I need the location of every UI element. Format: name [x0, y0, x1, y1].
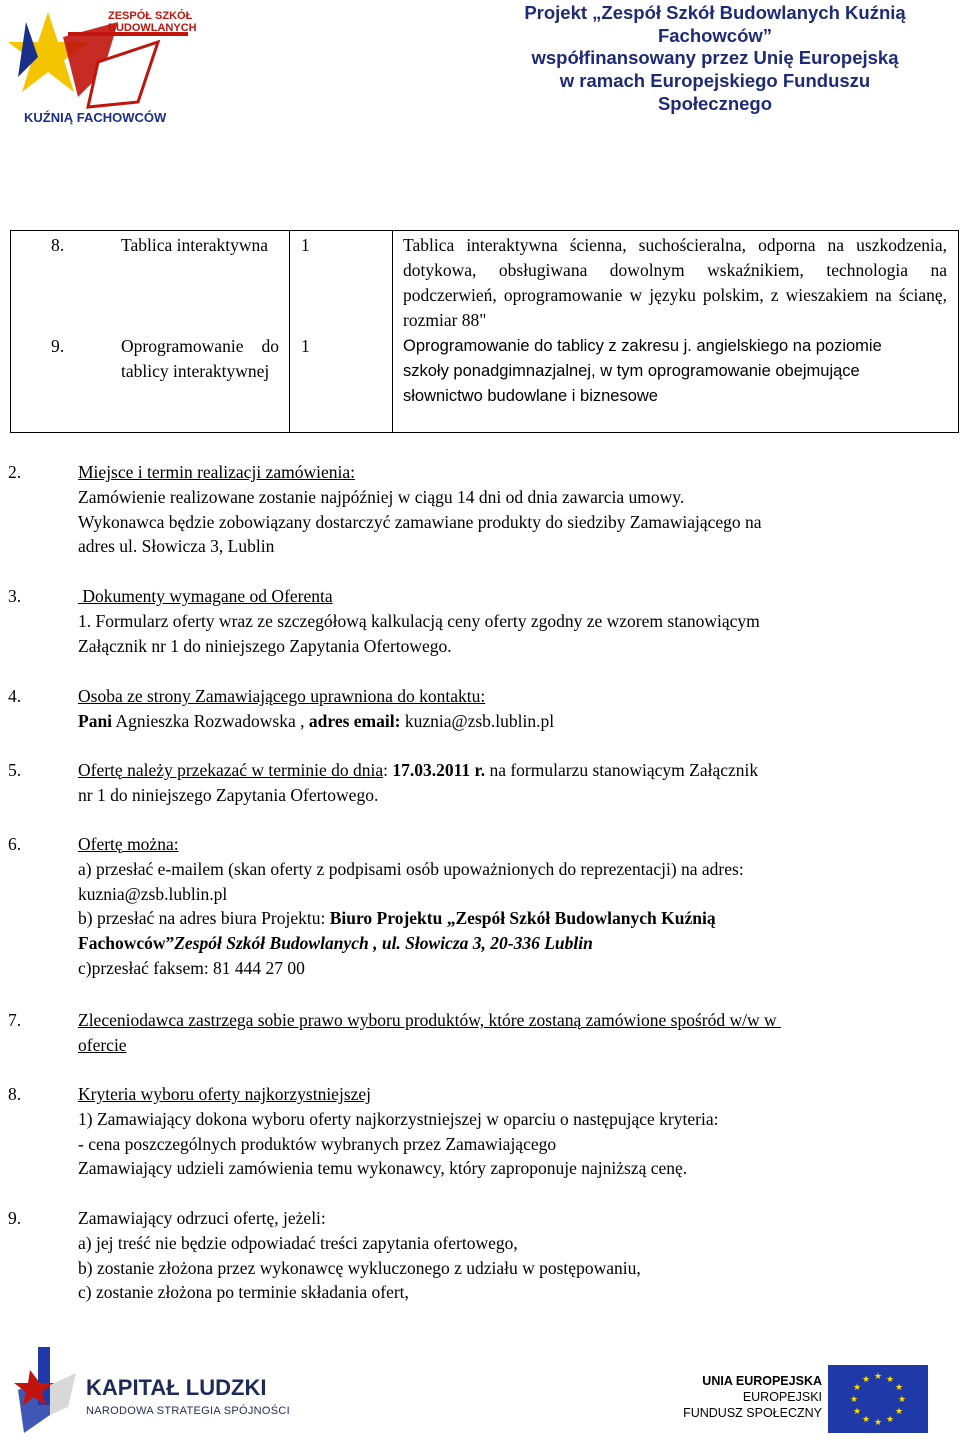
- svg-text:★: ★: [861, 1375, 871, 1385]
- logo-text-top: ZESPÓŁ SZKÓŁ: [108, 10, 193, 22]
- contact-title: Pani: [78, 710, 113, 731]
- section-body: [78, 1206, 948, 1305]
- office-name: Biuro Projektu „Zespół Szkół Budowlanych Kuźnią: [329, 908, 716, 929]
- section-3: [8, 584, 948, 659]
- section-9: [8, 1206, 948, 1306]
- project-title-line: w ramach Europejskiego Funduszu: [559, 70, 871, 92]
- eu-flag-icon: [828, 1365, 928, 1433]
- svg-text:★: ★: [897, 1395, 907, 1405]
- section-heading: Miejsce i termin realizacji zamówienia:: [78, 462, 355, 482]
- table-item-desc-text: Tablica interaktywna ścienna, suchościeralna, odporna na uszkodzenia, dotykowa, obsługiwana dowolnym wskaźnikiem, technologia na podczerwień, oprogramowanie w języku polskim, z wieszakiem na ścianę, rozmiar 88": [403, 235, 947, 330]
- table-item-desc: Oprogramowanie do tablicy z zakresu j. angielskiego na poziomie szkoły ponadgimnazjalnej, w tym oprogramowanie obejmujące słownictwo budowlane i biznesowe: [403, 337, 882, 405]
- svg-text:★: ★: [861, 1415, 871, 1425]
- kapital-ludzki-logo: [10, 1345, 310, 1440]
- section-body: [78, 832, 948, 981]
- section-line: c) zostanie złożona po terminie składania ofert,: [78, 1282, 409, 1303]
- project-title-line: współfinansowany przez Unię Europejską: [531, 47, 899, 69]
- address-line: [78, 906, 948, 931]
- section-number: 4.: [8, 686, 22, 706]
- logo-text-mid: BUDOWLANYCH: [108, 22, 197, 34]
- svg-text:★: ★: [885, 1415, 895, 1425]
- deadline-line: [78, 758, 948, 783]
- section-line: Zamawiający udzieli zamówienia temu wykonawcy, który zaproponuje najniższą cenę.: [78, 1158, 688, 1179]
- section-number: 5.: [8, 760, 22, 780]
- email-label: adres email:: [308, 710, 401, 731]
- office-name-cont: Fachowców”: [78, 933, 175, 954]
- section-line: 1) Zamawiający dokona wyboru oferty najkorzystniejszej w oparciu o następujące kryteria:: [78, 1108, 719, 1129]
- deadline-colon: :: [383, 760, 393, 780]
- kapital-ludzki-graphic: [10, 1345, 85, 1440]
- section-8: [8, 1082, 948, 1182]
- section-body: [78, 1008, 948, 1058]
- items-table: [10, 230, 959, 433]
- section-7: [8, 1008, 948, 1058]
- project-title-line: Projekt „Zespół Szkół Budowlanych Kuźnią: [524, 2, 906, 23]
- table-item-desc: [403, 233, 947, 333]
- section-line: - cena poszczególnych produktów wybranych przez Zamawiającego: [78, 1133, 557, 1154]
- section-body: [78, 460, 948, 559]
- contact-name: Agnieszka Rozwadowska ,: [112, 710, 309, 731]
- section-body: [78, 758, 948, 808]
- deadline-date: 17.03.2011 r.: [392, 760, 486, 780]
- deadline-rest: na formularzu stanowiącym Załącznik: [485, 760, 759, 780]
- contact-email[interactable]: kuznia@zsb.lublin.pl: [78, 883, 228, 904]
- section-number: 2.: [8, 462, 22, 482]
- table-item-qty: 1: [301, 235, 310, 255]
- school-logo: [8, 2, 228, 130]
- section-body: [78, 1082, 948, 1181]
- project-title-line: Fachowców”: [657, 24, 773, 46]
- section-number: 8.: [8, 1084, 22, 1104]
- kl-title: KAPITAŁ LUDZKI: [86, 1375, 267, 1400]
- section-line: adres ul. Słowicza 3, Lublin: [78, 536, 275, 557]
- section-heading: Kryteria wyboru oferty najkorzystniejszej: [78, 1084, 372, 1104]
- eu-line: EUROPEJSKI: [742, 1390, 822, 1404]
- project-title-line: Społecznego: [657, 92, 773, 114]
- table-row-number: 8.: [51, 235, 65, 255]
- table-divider: [289, 231, 290, 432]
- section-number: 9.: [8, 1208, 22, 1228]
- eu-logo: [680, 1365, 950, 1435]
- office-address: Zespół Szkół Budowlanych , ul. Słowicza 3, 20-336 Lublin: [174, 933, 593, 954]
- section-line: b) zostanie złożona przez wykonawcę wykluczonego z udziału w postępowaniu,: [78, 1257, 641, 1278]
- table-divider: [392, 231, 393, 432]
- svg-text:★: ★: [852, 1383, 862, 1393]
- eu-text: [680, 1373, 822, 1421]
- svg-text:★: ★: [852, 1407, 862, 1417]
- section-number: 7.: [8, 1010, 22, 1030]
- logo-text-bottom: KUŹNIĄ FACHOWCÓW: [24, 110, 167, 125]
- eu-line: UNIA EUROPEJSKA: [702, 1374, 822, 1388]
- section-line: a) przesłać e-mailem (skan oferty z podpisami osób upoważnionych do reprezentacji) na adres:: [78, 858, 744, 879]
- fax-line: c)przesłać faksem: 81 444 27 00: [78, 957, 305, 978]
- contact-line: [78, 709, 948, 734]
- section-line: ofercie: [78, 1034, 127, 1055]
- table-row-number: 9.: [51, 336, 65, 356]
- svg-text:★: ★: [873, 1418, 883, 1428]
- section-4: [8, 684, 948, 734]
- project-title: [470, 2, 960, 116]
- kl-subtitle: NARODOWA STRATEGIA SPÓJNOŚCI: [86, 1405, 290, 1417]
- section-heading: Zamawiający odrzuci ofertę, jeżeli:: [78, 1208, 326, 1228]
- svg-text:★: ★: [894, 1407, 904, 1417]
- section-body: [78, 584, 948, 658]
- section-line: nr 1 do niniejszego Zapytania Ofertowego.: [78, 784, 379, 805]
- section-heading: Dokumenty wymagane od Oferenta: [78, 586, 333, 606]
- section-line: Zleceniodawca zastrzega sobie prawo wyboru produktów, które zostaną zamówione spośród w/w w: [78, 1010, 782, 1030]
- table-item-name: Tablica interaktywna: [121, 235, 268, 255]
- section-line: Załącznik nr 1 do niniejszego Zapytania Ofertowego.: [78, 635, 452, 656]
- section-heading: Osoba ze strony Zamawiającego uprawniona do kontaktu:: [78, 686, 486, 706]
- table-item-qty: 1: [301, 336, 310, 356]
- svg-text:★: ★: [885, 1375, 895, 1385]
- svg-text:★: ★: [873, 1372, 883, 1382]
- section-5: [8, 758, 948, 808]
- section-line: a) jej treść nie będzie odpowiadać treści zapytania ofertowego,: [78, 1232, 518, 1253]
- section-number: 6.: [8, 834, 22, 854]
- contact-email[interactable]: kuznia@zsb.lublin.pl: [400, 710, 555, 731]
- section-number: 3.: [8, 586, 22, 606]
- eu-line: FUNDUSZ SPOŁECZNY: [683, 1406, 822, 1420]
- address-line: [78, 931, 948, 956]
- section-heading: Ofertę można:: [78, 834, 179, 854]
- section-line: 1. Formularz oferty wraz ze szczegółową kalkulacją ceny oferty zgodny ze wzorem stanowiącym: [78, 610, 760, 631]
- section-2: [8, 460, 948, 557]
- section-line: Wykonawca będzie zobowiązany dostarczyć zamawiane produkty do siedziby Zamawiającego na: [78, 511, 762, 532]
- section-heading: Ofertę należy przekazać w terminie do dnia: [78, 760, 384, 780]
- address-intro: b) przesłać na adres biura Projektu:: [78, 908, 330, 929]
- svg-text:★: ★: [894, 1383, 904, 1393]
- svg-text:★: ★: [849, 1395, 859, 1405]
- table-item-name: Oprogramowanie do tablicy interaktywnej: [121, 336, 279, 381]
- section-line: Zamówienie realizowane zostanie najpóźniej w ciągu 14 dni od dnia zawarcia umowy.: [78, 486, 685, 507]
- section-6: [8, 832, 948, 982]
- section-body: [78, 684, 948, 734]
